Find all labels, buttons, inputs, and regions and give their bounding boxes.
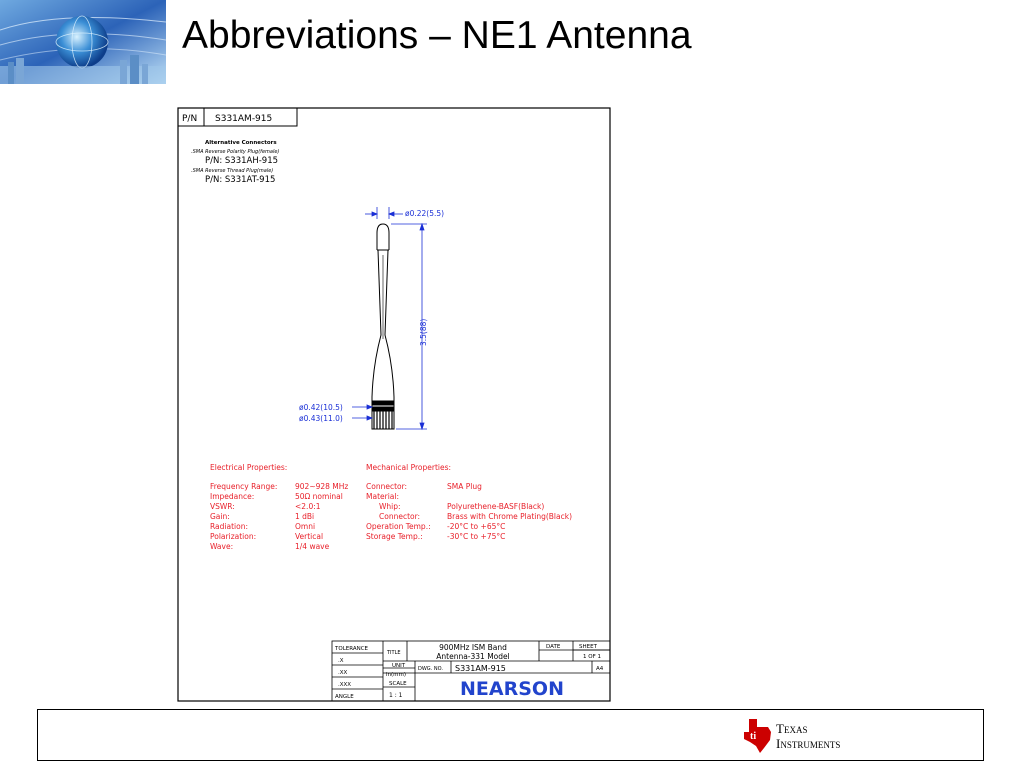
mechanical-key: Storage Temp.: — [366, 532, 423, 541]
tb-sheet-label: SHEET — [579, 644, 597, 650]
electrical-value: 50Ω nominal — [295, 492, 343, 501]
texas-state-icon — [744, 719, 771, 753]
nearson-logo: NEARSON — [460, 678, 564, 700]
electrical-value: <2.0:1 — [295, 502, 321, 511]
part-number-value: S331AM-915 — [215, 114, 273, 124]
electrical-key: Impedance: — [210, 492, 255, 501]
mechanical-value: -20°C to +65°C — [447, 522, 506, 531]
electrical-value: 1 dBi — [295, 512, 315, 521]
tb-title-line2: Antenna-331 Model — [436, 652, 510, 661]
mechanical-value: SMA Plug — [447, 482, 482, 491]
tb-scale-value: 1 : 1 — [389, 692, 403, 699]
slide-title: Abbreviations – NE1 Antenna — [182, 14, 692, 57]
mechanical-value: Brass with Chrome Plating(Black) — [447, 512, 573, 521]
electrical-key: Frequency Range: — [210, 482, 278, 491]
mechanical-key: Connector: — [379, 512, 421, 521]
electrical-value: Vertical — [295, 532, 324, 541]
dim-dia-a: ø0.42(10.5) — [299, 403, 343, 412]
electrical-key: Radiation: — [210, 522, 248, 531]
electrical-key: Polarization: — [210, 532, 257, 541]
texas-instruments-logo — [740, 715, 880, 755]
ti-wordmark-line1: Texas — [776, 721, 808, 736]
mechanical-value: -30°C to +75°C — [447, 532, 506, 541]
tb-unit-label: UNIT — [392, 663, 406, 669]
tb-unit-value: in(mm) — [386, 672, 407, 678]
mechanical-key: Operation Temp.: — [366, 522, 431, 531]
electrical-key: VSWR: — [210, 502, 235, 511]
tb-date-label: DATE — [546, 644, 561, 650]
tb-x1: .X — [338, 658, 344, 664]
mechanical-key: Whip: — [379, 502, 401, 511]
dim-dia-b: ø0.43(11.0) — [299, 414, 343, 423]
electrical-key: Wave: — [210, 542, 234, 551]
tb-size: A4 — [596, 666, 604, 672]
globe-logo — [0, 0, 166, 84]
electrical-value: 1/4 wave — [295, 542, 330, 551]
tb-tolerance: TOLERANCE — [335, 646, 369, 652]
tb-dwg-label: DWG. NO. — [418, 666, 443, 672]
dim-length: 3.5(88) — [419, 318, 428, 346]
svg-text:ti: ti — [750, 731, 757, 742]
part-number-label: P/N — [182, 114, 198, 124]
mechanical-value: Polyurethene-BASF(Black) — [447, 502, 545, 511]
ti-wordmark-line2: Instruments — [776, 736, 841, 751]
antenna-drawing — [177, 107, 611, 702]
tb-sheet-value: 1 OF 1 — [583, 654, 601, 660]
alt-line1: .SMA Reverse Polarity Plug(female) — [191, 149, 280, 155]
electrical-heading: Electrical Properties: — [210, 463, 288, 472]
mechanical-key: Connector: — [366, 482, 408, 491]
tb-x2: .XX — [338, 670, 348, 676]
tb-dwg-value: S331AM-915 — [455, 664, 506, 673]
tb-angle: ANGLE — [335, 694, 354, 700]
alt-line2: .SMA Reverse Thread Plug(male) — [191, 168, 274, 174]
alt-heading: Alternative Connectors — [205, 140, 277, 146]
electrical-key: Gain: — [210, 512, 230, 521]
tb-x3: .XXX — [338, 682, 352, 688]
electrical-value: Omni — [295, 522, 316, 531]
electrical-value: 902~928 MHz — [295, 482, 349, 491]
mechanical-heading: Mechanical Properties: — [366, 463, 452, 472]
tb-title-line1: 900MHz ISM Band — [439, 643, 507, 652]
dim-top-diameter: ø0.22(5.5) — [405, 209, 445, 218]
tb-title-label: TITLE — [387, 650, 401, 656]
alt-pn1: P/N: S331AH-915 — [205, 156, 279, 166]
mechanical-key: Material: — [366, 492, 399, 501]
tb-scale-label: SCALE — [389, 681, 407, 687]
alt-pn2: P/N: S331AT-915 — [205, 175, 276, 185]
